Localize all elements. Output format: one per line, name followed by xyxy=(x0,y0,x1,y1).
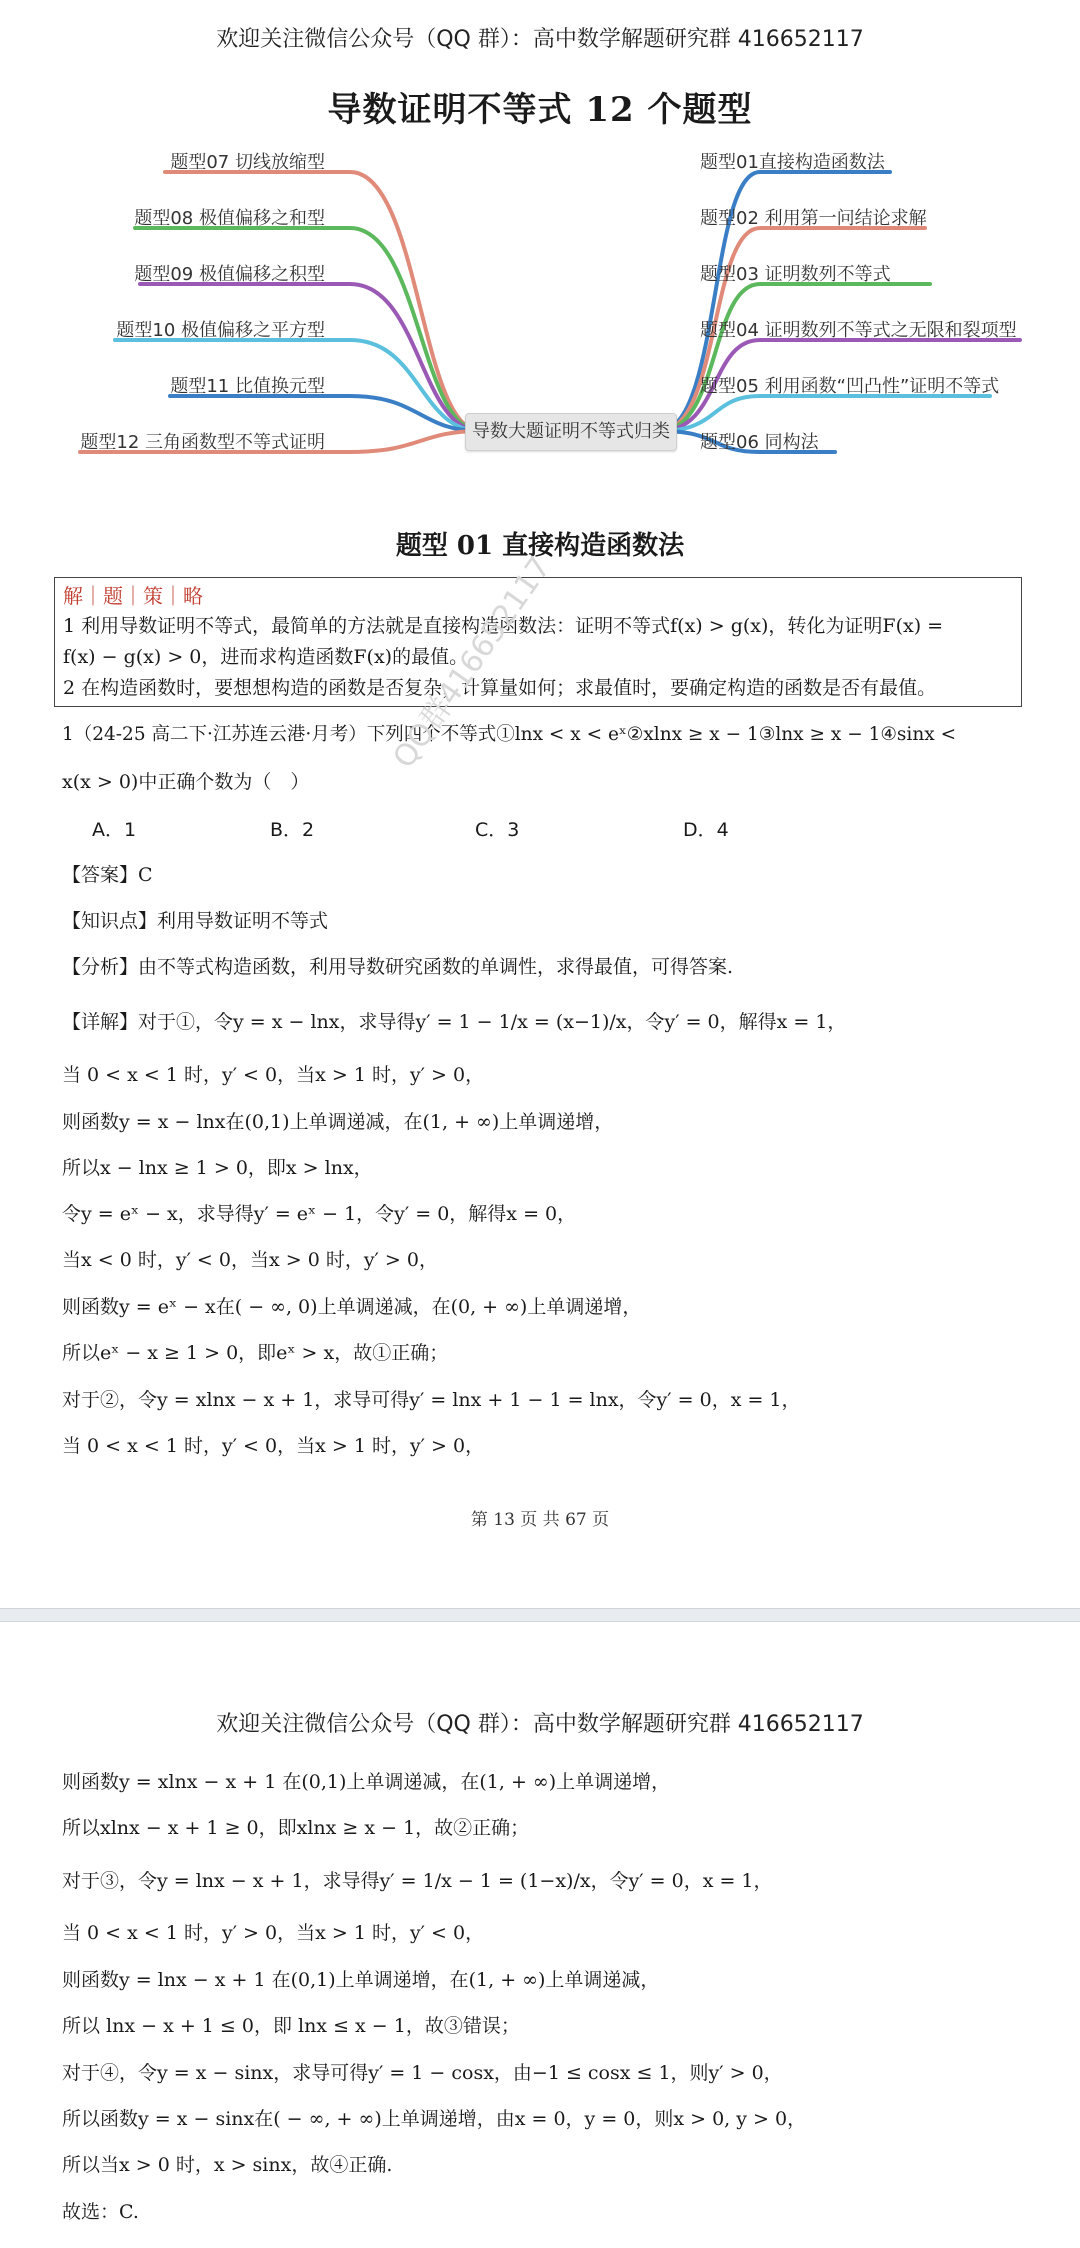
mindmap-right-branch-5 xyxy=(660,396,990,431)
mindmap-right-label-5: 题型05 利用函数“凹凸性”证明不等式 xyxy=(700,376,1000,397)
page-separator xyxy=(0,1608,1080,1622)
page-header: 欢迎关注微信公众号（QQ 群）：高中数学解题研究群 416652117 xyxy=(216,27,864,52)
p2-line-10: 故选：C. xyxy=(62,2201,139,2223)
watermark: QQ群416652117 xyxy=(386,550,559,775)
document-page-2 xyxy=(0,1622,1080,2248)
section-title: 题型 01 直接构造函数法 xyxy=(395,531,685,561)
p2-line-1: 则函数y = xlnx − x + 1 在(0,1)上单调递减，在(1, + ∞)上单调递增， xyxy=(62,1771,671,1793)
mindmap-left-label-5: 题型11 比值换元型 xyxy=(170,376,325,397)
page-header-2: 欢迎关注微信公众号（QQ 群）：高中数学解题研究群 416652117 xyxy=(216,1712,864,1737)
page-footer: 第 13 页 共 67 页 xyxy=(470,1510,610,1530)
mindmap-left-branch-5 xyxy=(170,396,480,431)
detail-line-10: 当 0 < x < 1 时，y′ < 0，当x > 1 时，y′ > 0， xyxy=(62,1435,485,1457)
option-a: A．1 xyxy=(92,819,137,841)
detail-line-9: 对于②，令y = xlnx − x + 1，求导可得y′ = lnx + 1 − 1 = lnx，令y′ = 0，x = 1， xyxy=(62,1389,801,1411)
mindmap-center-node: 导数大题证明不等式归类 xyxy=(465,413,677,451)
p2-line-6: 所以 lnx − x + 1 ≤ 0，即 lnx ≤ x − 1，故③错误； xyxy=(62,2015,520,2037)
detail-line-3: 则函数y = x − lnx在(0,1)上单调递减，在(1, + ∞)上单调递增， xyxy=(62,1111,614,1133)
detail-line-2: 当 0 < x < 1 时，y′ < 0，当x > 1 时，y′ > 0， xyxy=(62,1064,485,1086)
p2-line-9: 所以当x > 0 时，x > sinx，故④正确. xyxy=(62,2154,393,2176)
question-line-2: x(x > 0)中正确个数为（ ） xyxy=(62,771,310,793)
p2-line-2: 所以xlnx − x + 1 ≥ 0，即xlnx ≥ x − 1，故②正确； xyxy=(62,1817,530,1839)
p2-line-3: 对于③，令y = lnx − x + 1，求导得y′ = 1/x − 1 = (1−x)/x，令y′ = 0，x = 1， xyxy=(62,1870,773,1892)
strategy-line-1: 1 利用导数证明不等式，最简单的方法就是直接构造函数法：证明不等式f(x) > g(x)，转化为证明F(x) = xyxy=(63,615,944,637)
detail-line-1: 【详解】对于①，令y = x − lnx，求导得y′ = 1 − 1/x = (x−1)/x，令y′ = 0，解得x = 1， xyxy=(62,1011,847,1033)
p2-line-8: 所以函数y = x − sinx在( − ∞, + ∞)上单调递增，由x = 0，y = 0，则x > 0, y > 0， xyxy=(62,2108,807,2130)
question-line-1: 1（24-25 高二下·江苏连云港·月考）下列四个不等式①lnx < x < eˣ②xlnx ≥ x − 1③lnx ≥ x − 1④sinx < xyxy=(62,724,957,745)
mindmap-right-label-6: 题型06 同构法 xyxy=(700,432,819,453)
p2-line-7: 对于④，令y = x − sinx，求导可得y′ = 1 − cosx，由−1 ≤ cosx ≤ 1，则y′ > 0， xyxy=(62,2062,783,2084)
detail-line-6: 当x < 0 时，y′ < 0，当x > 0 时，y′ > 0， xyxy=(62,1249,438,1271)
p2-line-4: 当 0 < x < 1 时，y′ > 0，当x > 1 时，y′ < 0， xyxy=(62,1922,485,1944)
option-d: D．4 xyxy=(683,819,729,841)
detail-line-5: 令y = eˣ − x，求导得y′ = eˣ − 1，令y′ = 0，解得x = 0， xyxy=(62,1203,577,1225)
option-c: C．3 xyxy=(475,819,520,841)
detail-line-8: 所以eˣ − x ≥ 1 > 0，即eˣ > x，故①正确； xyxy=(62,1342,449,1364)
mindmap-left-label-2: 题型08 极值偏移之和型 xyxy=(134,208,325,229)
analysis-line: 【分析】由不等式构造函数，利用导数研究函数的单调性，求得最值，可得答案. xyxy=(62,956,734,978)
mindmap-right-label-3: 题型03 证明数列不等式 xyxy=(700,264,891,285)
detail-line-4: 所以x − lnx ≥ 1 > 0，即x > lnx， xyxy=(62,1157,373,1179)
mindmap-right-label-4: 题型04 证明数列不等式之无限和裂项型 xyxy=(700,320,1017,341)
mindmap-left-label-4: 题型10 极值偏移之平方型 xyxy=(116,320,325,341)
option-b: B．2 xyxy=(270,819,315,841)
answer-line: 【答案】C xyxy=(62,864,153,886)
mindmap-left-label-6: 题型12 三角函数型不等式证明 xyxy=(80,432,325,453)
mindmap-left-label-1: 题型07 切线放缩型 xyxy=(170,152,325,173)
mindmap-left-label-3: 题型09 极值偏移之积型 xyxy=(134,264,325,285)
strategy-line-2: f(x) − g(x) > 0，进而求构造函数F(x)的最值。 xyxy=(63,646,469,668)
mindmap-right-label-2: 题型02 利用第一问结论求解 xyxy=(700,208,927,229)
strategy-heading: 解｜题｜策｜略 xyxy=(63,584,203,608)
detail-line-7: 则函数y = eˣ − x在( − ∞, 0)上单调递减，在(0, + ∞)上单调递增， xyxy=(62,1296,642,1318)
mindmap-right-label-1: 题型01直接构造函数法 xyxy=(700,152,885,173)
knowledge-line: 【知识点】利用导数证明不等式 xyxy=(62,910,329,932)
strategy-line-3: 2 在构造函数时，要想想构造的函数是否复杂，计算量如何；求最值时，要确定构造的函数是否有最值。 xyxy=(63,677,937,699)
p2-line-5: 则函数y = lnx − x + 1 在(0,1)上单调递增，在(1, + ∞)上单调递减， xyxy=(62,1969,660,1991)
mindmap-diagram xyxy=(60,130,1030,470)
document-title: 导数证明不等式 12 个题型 xyxy=(327,90,753,130)
